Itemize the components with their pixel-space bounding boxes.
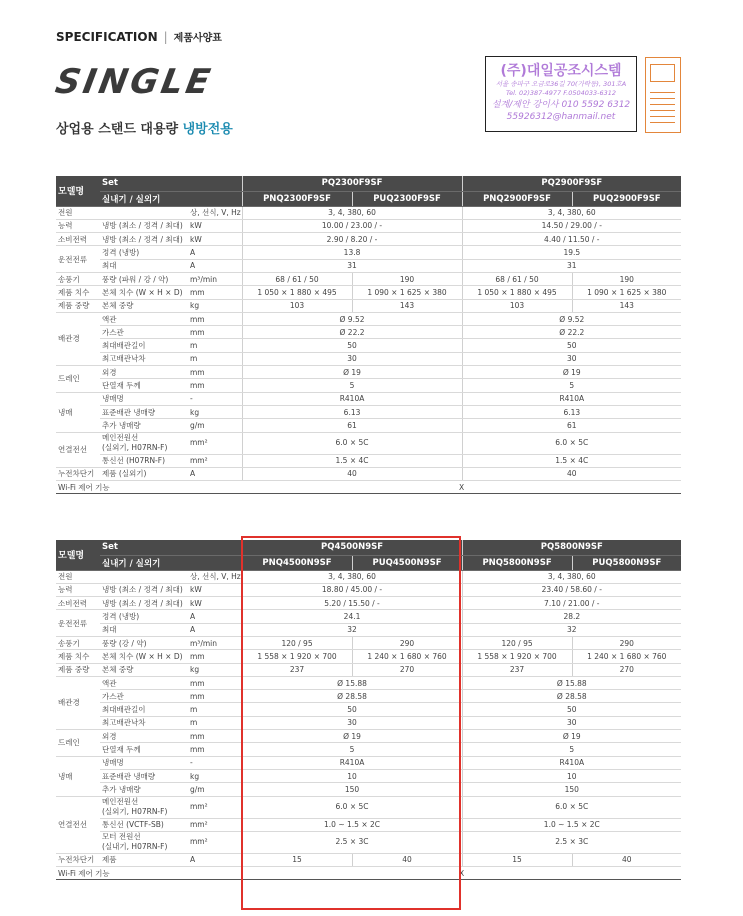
row-value: 14.50 / 29.00 / - (462, 219, 681, 232)
series-logo: SINGLE (52, 62, 216, 102)
row-item: 본체 중량 (100, 299, 188, 312)
row-value: 150 (242, 783, 462, 796)
row-value: 61 (242, 419, 462, 432)
row-unit: mm (188, 312, 242, 325)
row-value: 190 (572, 272, 681, 285)
unit-model-name: PUQ2300F9SF (352, 191, 462, 206)
row-unit: mm (188, 690, 242, 703)
row-value: Ø 28.58 (242, 690, 462, 703)
table-row (56, 623, 681, 636)
row-item: 액관 (100, 676, 188, 689)
row-value: R410A (242, 756, 462, 769)
row-value: 6.13 (242, 405, 462, 418)
row-value: Ø 22.2 (462, 326, 681, 339)
row-value: 50 (242, 703, 462, 716)
row-value: 190 (352, 272, 462, 285)
set-label: Set (100, 540, 242, 555)
row-unit: mm (188, 286, 242, 299)
table-row (56, 299, 681, 312)
row-unit: A (188, 623, 242, 636)
row-value: 2.90 / 8.20 / - (242, 233, 462, 246)
row-value: 24.1 (242, 610, 462, 623)
row-value: Ø 28.58 (462, 690, 681, 703)
row-value: X (242, 867, 681, 880)
table-row (56, 352, 681, 365)
set-model-name: PQ5800N9SF (462, 540, 681, 555)
row-category: 드레인 (56, 730, 100, 757)
row-item: 최대 (100, 623, 188, 636)
row-value: 1.0 ~ 1.5 × 2C (242, 818, 462, 831)
row-value: 2.5 × 3C (242, 831, 462, 853)
table-row (56, 392, 681, 405)
row-item: 최대배관길이 (100, 703, 188, 716)
table-row (56, 650, 681, 663)
row-item: 정격 (냉방) (100, 246, 188, 259)
row-unit: mm (188, 730, 242, 743)
row-value: 290 (352, 636, 462, 649)
table-row (56, 259, 681, 272)
row-value: Ø 9.52 (242, 312, 462, 325)
row-category: 제품 중량 (56, 299, 100, 312)
dealer-name: (주)대일공조시스템 (500, 63, 622, 79)
row-item: 추가 냉매량 (100, 783, 188, 796)
row-value: 23.40 / 58.60 / - (462, 583, 681, 596)
table-row (56, 246, 681, 259)
table-row (56, 690, 681, 703)
table-row (56, 818, 681, 831)
table-row (56, 233, 681, 246)
row-item: 가스관 (100, 326, 188, 339)
row-item: 최고배관낙차 (100, 716, 188, 729)
row-unit: kW (188, 233, 242, 246)
table-row (56, 286, 681, 299)
row-item: 모터 전원선 (실내기, H07RN-F) (100, 831, 188, 853)
row-category: 제품 중량 (56, 663, 100, 676)
row-value: 10.00 / 23.00 / - (242, 219, 462, 232)
row-value: 1 050 × 1 880 × 495 (242, 286, 352, 299)
row-item: 외경 (100, 730, 188, 743)
row-item: 본체 치수 (W × H × D) (100, 286, 188, 299)
row-value: 3, 4, 380, 60 (462, 570, 681, 583)
row-value: 6.0 × 5C (242, 796, 462, 818)
row-unit: A (188, 610, 242, 623)
row-unit: g/m (188, 783, 242, 796)
table-row (56, 570, 681, 583)
row-value: Ø 9.52 (462, 312, 681, 325)
table-row (56, 730, 681, 743)
row-value: 6.0 × 5C (462, 432, 681, 454)
row-category: 소비전력 (56, 233, 100, 246)
row-unit: mm (188, 366, 242, 379)
row-category: 누전차단기 (56, 467, 100, 480)
row-unit: mm² (188, 432, 242, 454)
row-unit: mm (188, 743, 242, 756)
row-value: Ø 19 (462, 366, 681, 379)
header-row-units (56, 555, 681, 570)
row-item: 냉매명 (100, 756, 188, 769)
row-item: 가스관 (100, 690, 188, 703)
table-row (56, 703, 681, 716)
row-value: 103 (462, 299, 572, 312)
row-value: 10 (242, 769, 462, 782)
table-row (56, 853, 681, 866)
table-row (56, 454, 681, 467)
row-unit: - (188, 392, 242, 405)
table-row (56, 610, 681, 623)
table-row (56, 783, 681, 796)
row-value: 1.0 ~ 1.5 × 2C (462, 818, 681, 831)
row-item: 표준배관 냉매량 (100, 769, 188, 782)
row-value: 3, 4, 380, 60 (242, 570, 462, 583)
product-subtitle: 상업용 스탠드 대용량 냉방전용 (56, 122, 233, 137)
row-item: 통신선 (H07RN-F) (100, 454, 188, 467)
row-value: 1 050 × 1 880 × 495 (462, 286, 572, 299)
row-item: 정격 (냉방) (100, 610, 188, 623)
set-label: Set (100, 176, 242, 191)
table-row (56, 676, 681, 689)
unit-model-name: PUQ4500N9SF (352, 555, 462, 570)
set-model-name: PQ4500N9SF (242, 540, 462, 555)
row-value: 18.80 / 45.00 / - (242, 583, 462, 596)
header-row-units (56, 191, 681, 206)
table-row (56, 206, 681, 219)
row-category: 냉매 (56, 392, 100, 432)
row-unit: kg (188, 769, 242, 782)
table-row (56, 663, 681, 676)
row-value: 143 (572, 299, 681, 312)
table-row (56, 769, 681, 782)
row-value: 1 558 × 1 920 × 700 (242, 650, 352, 663)
set-model-name: PQ2900F9SF (462, 176, 681, 191)
unit-model-name: PUQ2900F9SF (572, 191, 681, 206)
row-unit: m³/min (188, 272, 242, 285)
row-category: 전원 (56, 206, 100, 219)
row-value: 68 / 61 / 50 (462, 272, 572, 285)
row-value: Ø 19 (462, 730, 681, 743)
row-item: 냉매명 (100, 392, 188, 405)
spec-title: SPECIFICATION (56, 30, 158, 44)
row-value: 5 (462, 743, 681, 756)
row-value: 1.5 × 4C (462, 454, 681, 467)
row-item: 최고배관낙차 (100, 352, 188, 365)
row-value: X (242, 481, 681, 494)
table-row (56, 467, 681, 480)
table-row (56, 326, 681, 339)
row-value: 7.10 / 21.00 / - (462, 597, 681, 610)
model-label: 모델명 (56, 540, 100, 570)
row-value: 50 (462, 339, 681, 352)
row-value: 1 090 × 1 625 × 380 (572, 286, 681, 299)
row-value: Ø 19 (242, 366, 462, 379)
row-value: R410A (462, 756, 681, 769)
row-item: 외경 (100, 366, 188, 379)
header-row-set (56, 540, 681, 555)
row-category: 제품 치수 (56, 650, 100, 663)
table-row (56, 379, 681, 392)
row-unit: - (188, 756, 242, 769)
table-row (56, 405, 681, 418)
product-subtitle-accent: 냉방전용 (182, 122, 233, 137)
row-value: 143 (352, 299, 462, 312)
row-unit: m (188, 716, 242, 729)
row-item: 냉방 (최소 / 정격 / 최대) (100, 233, 188, 246)
table-row (56, 796, 681, 818)
unit-model-name: PNQ4500N9SF (242, 555, 352, 570)
row-value: 28.2 (462, 610, 681, 623)
table-row (56, 716, 681, 729)
row-item: 풍량 (파워 / 강 / 약) (100, 272, 188, 285)
row-value: 1 558 × 1 920 × 700 (462, 650, 572, 663)
row-category: 제품 치수 (56, 286, 100, 299)
row-value: 6.13 (462, 405, 681, 418)
dealer-tel: Tel. 02)387-4977 F.0504033-6312 (505, 89, 617, 97)
row-value: 10 (462, 769, 681, 782)
row-value: 50 (242, 339, 462, 352)
row-value: 2.5 × 3C (462, 831, 681, 853)
row-unit: m (188, 352, 242, 365)
table-row (56, 272, 681, 285)
row-item: 단열재 두께 (100, 379, 188, 392)
row-value: 30 (242, 352, 462, 365)
row-value: 31 (462, 259, 681, 272)
row-item: 추가 냉매량 (100, 419, 188, 432)
row-value: 270 (352, 663, 462, 676)
row-value: 5.20 / 15.50 / - (242, 597, 462, 610)
table-row (56, 366, 681, 379)
row-category: 배관경 (56, 676, 100, 729)
unit-model-name: PNQ2900F9SF (462, 191, 572, 206)
row-item (100, 206, 188, 219)
row-value: 237 (462, 663, 572, 676)
row-value: 1 240 × 1 680 × 760 (352, 650, 462, 663)
row-category: 배관경 (56, 312, 100, 365)
row-value: 103 (242, 299, 352, 312)
row-value: 13.8 (242, 246, 462, 259)
row-item: 최대 (100, 259, 188, 272)
table-row (56, 312, 681, 325)
row-item: 제품 (100, 853, 188, 866)
row-value: 6.0 × 5C (242, 432, 462, 454)
row-value: 32 (242, 623, 462, 636)
row-category: 드레인 (56, 366, 100, 393)
indoor-outdoor-label: 실내기 / 실외기 (100, 555, 242, 570)
row-unit: m (188, 703, 242, 716)
row-category: 송풍기 (56, 272, 100, 285)
table-row (56, 743, 681, 756)
row-value: 40 (352, 853, 462, 866)
row-unit: 상, 선식, V, Hz (188, 206, 242, 219)
row-unit: A (188, 259, 242, 272)
row-value: 4.40 / 11.50 / - (462, 233, 681, 246)
table-row (56, 867, 681, 880)
row-item: 제품 (실외기) (100, 467, 188, 480)
row-unit: kg (188, 299, 242, 312)
row-value: 290 (572, 636, 681, 649)
row-item: 액관 (100, 312, 188, 325)
row-value: Ø 15.88 (242, 676, 462, 689)
row-unit: mm² (188, 454, 242, 467)
row-value: 40 (462, 467, 681, 480)
row-value: 5 (242, 379, 462, 392)
row-unit: m (188, 339, 242, 352)
dealer-address: 서울 송파구 오금로36길 70(가락동), 301호A (495, 80, 627, 88)
row-category: 연결전선 (56, 796, 100, 853)
row-unit: kg (188, 405, 242, 418)
row-item: 본체 중량 (100, 663, 188, 676)
row-item (100, 570, 188, 583)
row-value: 1 090 × 1 625 × 380 (352, 286, 462, 299)
spec-subtitle: 제품사양표 (173, 33, 222, 44)
row-value: 30 (462, 716, 681, 729)
row-unit: m³/min (188, 636, 242, 649)
row-value: 3, 4, 380, 60 (242, 206, 462, 219)
header-row-set (56, 176, 681, 191)
spec-table-1 (56, 176, 681, 494)
row-unit: kW (188, 219, 242, 232)
row-value: Ø 22.2 (242, 326, 462, 339)
row-value: R410A (462, 392, 681, 405)
indoor-outdoor-label: 실내기 / 실외기 (100, 191, 242, 206)
table-row (56, 756, 681, 769)
row-item: 통신선 (VCTF-SB) (100, 818, 188, 831)
row-unit: mm² (188, 831, 242, 853)
row-value: 40 (572, 853, 681, 866)
table-row (56, 219, 681, 232)
row-value: 30 (462, 352, 681, 365)
table-row (56, 583, 681, 596)
row-item: 단열재 두께 (100, 743, 188, 756)
row-unit: mm² (188, 796, 242, 818)
table-row (56, 339, 681, 352)
table-row (56, 432, 681, 454)
row-category: 송풍기 (56, 636, 100, 649)
table-row (56, 597, 681, 610)
row-value: 32 (462, 623, 681, 636)
spec-table-2 (56, 540, 681, 880)
row-value: 15 (242, 853, 352, 866)
row-item: 본체 치수 (W × H × D) (100, 650, 188, 663)
row-item: 풍량 (강 / 약) (100, 636, 188, 649)
row-item: 냉방 (최소 / 정격 / 최대) (100, 583, 188, 596)
row-category: 전원 (56, 570, 100, 583)
row-unit: A (188, 467, 242, 480)
row-value: 150 (462, 783, 681, 796)
row-category: 운전전류 (56, 246, 100, 273)
table-row (56, 831, 681, 853)
table-row (56, 636, 681, 649)
row-category: 능력 (56, 583, 100, 596)
dealer-email: 55926312@hanmail.net (506, 112, 616, 122)
row-value: 5 (242, 743, 462, 756)
dealer-stamp (485, 56, 637, 132)
row-value: 5 (462, 379, 681, 392)
row-value: Ø 15.88 (462, 676, 681, 689)
row-value: 68 / 61 / 50 (242, 272, 352, 285)
spec-header: SPECIFICATION | 제품사양표 (56, 30, 222, 44)
row-category: 누전차단기 (56, 853, 100, 866)
row-category: 소비전력 (56, 597, 100, 610)
row-unit: mm (188, 650, 242, 663)
dealer-phone: 설계/제안 강이사 010 5592 6312 (491, 100, 631, 110)
row-value: 1 240 × 1 680 × 760 (572, 650, 681, 663)
row-unit: mm (188, 676, 242, 689)
row-value: 40 (242, 467, 462, 480)
row-unit: kg (188, 663, 242, 676)
unit-model-name: PNQ5800N9SF (462, 555, 572, 570)
row-category: 냉매 (56, 756, 100, 796)
row-unit: A (188, 246, 242, 259)
row-value: 270 (572, 663, 681, 676)
row-category: Wi-Fi 제어 기능 (56, 867, 242, 880)
row-value: 50 (462, 703, 681, 716)
row-value: 237 (242, 663, 352, 676)
model-label: 모델명 (56, 176, 100, 206)
row-value: R410A (242, 392, 462, 405)
row-item: 표준배관 냉매량 (100, 405, 188, 418)
row-unit: mm² (188, 818, 242, 831)
table-row (56, 419, 681, 432)
row-unit: mm (188, 379, 242, 392)
row-unit: mm (188, 326, 242, 339)
row-value: 15 (462, 853, 572, 866)
row-item: 메인전원선 (실외기, H07RN-F) (100, 796, 188, 818)
row-category: 능력 (56, 219, 100, 232)
row-category: 운전전류 (56, 610, 100, 637)
row-value: 3, 4, 380, 60 (462, 206, 681, 219)
row-unit: kW (188, 583, 242, 596)
row-item: 냉방 (최소 / 정격 / 최대) (100, 219, 188, 232)
table-row (56, 481, 681, 494)
unit-model-name: PNQ2300F9SF (242, 191, 352, 206)
row-value: 19.5 (462, 246, 681, 259)
row-unit: g/m (188, 419, 242, 432)
row-value: 6.0 × 5C (462, 796, 681, 818)
row-value: 120 / 95 (242, 636, 352, 649)
row-value: 30 (242, 716, 462, 729)
row-category: 연결전선 (56, 432, 100, 467)
row-item: 냉방 (최소 / 정격 / 최대) (100, 597, 188, 610)
row-value: 31 (242, 259, 462, 272)
row-value: 1.5 × 4C (242, 454, 462, 467)
row-unit: kW (188, 597, 242, 610)
row-item: 메인전원선 (실외기, H07RN-F) (100, 432, 188, 454)
row-category: Wi-Fi 제어 기능 (56, 481, 242, 494)
unit-model-name: PUQ5800N9SF (572, 555, 681, 570)
row-value: Ø 19 (242, 730, 462, 743)
stand-unit-icon (645, 57, 681, 133)
row-value: 61 (462, 419, 681, 432)
row-unit: A (188, 853, 242, 866)
row-item: 최대배관길이 (100, 339, 188, 352)
row-unit: 상, 선식, V, Hz (188, 570, 242, 583)
set-model-name: PQ2300F9SF (242, 176, 462, 191)
row-value: 120 / 95 (462, 636, 572, 649)
